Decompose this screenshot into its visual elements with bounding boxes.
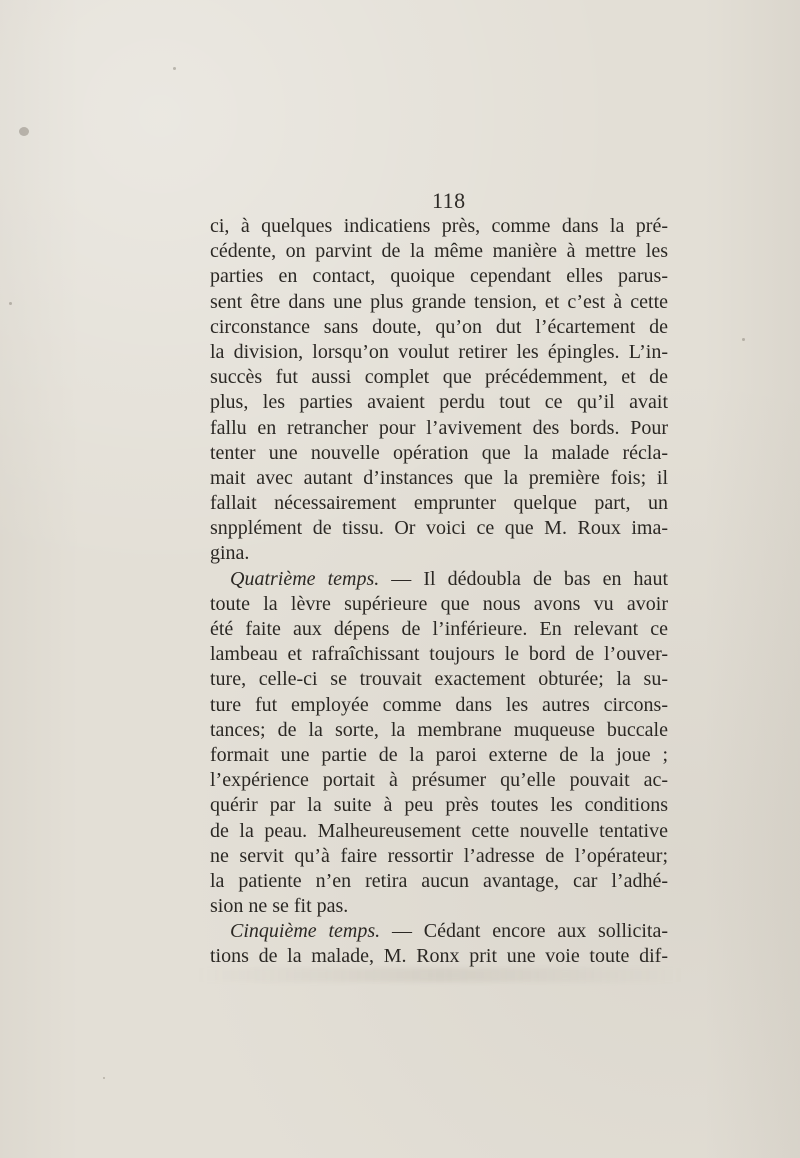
page-number: 118 <box>432 188 466 213</box>
text-line: circonstance sans doute, qu’on dut l’écartement de <box>210 315 668 338</box>
text-line: plus, les parties avaient perdu tout ce qu’il avait <box>210 391 668 414</box>
text-line: mait avec autant d’instances que la première fois; il <box>210 466 668 489</box>
text-line: tions de la malade, M. Ronx prit une voie toute dif- <box>210 945 668 968</box>
section-line <box>210 919 668 944</box>
text-line: de la peau. Malheureusement cette nouvelle tentative <box>210 819 668 842</box>
section-line <box>210 567 668 592</box>
paper-speck <box>742 338 745 341</box>
text-line: la patiente n’en retira aucun avantage, car l’adhé- <box>210 869 668 892</box>
section-text: — Il dédoubla de bas en haut <box>379 567 668 590</box>
text-line: gina. <box>210 542 250 565</box>
text-line: lambeau et rafraîchissant toujours le bord de l’ouver- <box>210 643 668 666</box>
text-line: ture, celle-ci se trouvait exactement obturée; la su- <box>210 668 668 691</box>
paper-speck <box>9 302 12 305</box>
section-text: — Cédant encore aux sollicita- <box>380 920 668 943</box>
text-line: snpplément de tissu. Or voici ce que M. Roux ima- <box>210 517 668 540</box>
text-line: ne servit qu’à faire ressortir l’adresse de l’opérateur; <box>210 844 668 867</box>
paper-speck <box>103 1077 105 1079</box>
text-line: cédente, on parvint de la même manière à mettre les <box>210 240 668 263</box>
text-line: ci, à quelques indicatiens près, comme dans la pré- <box>210 215 668 237</box>
text-line: sion ne se fit pas. <box>210 895 349 918</box>
text-line: toute la lèvre supérieure que nous avons vu avoir <box>210 592 668 615</box>
body-text <box>210 214 668 970</box>
text-line: sent être dans une plus grande tension, et c’est à cette <box>210 290 668 313</box>
text-line: quérir par la suite à peu près toutes les conditions <box>210 794 668 817</box>
text-line: tenter une nouvelle opération que la malade récla- <box>210 441 668 464</box>
paper-shadow <box>195 968 685 982</box>
text-line: l’expérience portait à présumer qu’elle pouvait ac- <box>210 769 668 792</box>
text-line: été faite aux dépens de l’inférieure. En relevant ce <box>210 618 668 640</box>
text-line: ture fut employée comme dans les autres circons- <box>210 693 668 716</box>
text-line: parties en contact, quoique cependant elles parus- <box>210 265 668 288</box>
section-heading: Cinquième temps. <box>230 920 381 943</box>
text-line: formait une partie de la paroi externe de la joue ; <box>210 743 668 766</box>
text-line: la division, lorsqu’on voulut retirer les épingles. L’in- <box>210 340 668 363</box>
text-line: tances; de la sorte, la membrane muqueuse buccale <box>210 718 668 741</box>
text-line: fallait nécessairement emprunter quelque part, un <box>210 492 668 515</box>
section-heading: Quatrième temps. <box>230 567 380 590</box>
paper-speck <box>19 127 29 136</box>
text-line: succès fut aussi complet que précédemment, et de <box>210 366 668 389</box>
text-line: fallu en retrancher pour l’avivement des bords. Pour <box>210 416 668 439</box>
paper-speck <box>173 67 176 70</box>
